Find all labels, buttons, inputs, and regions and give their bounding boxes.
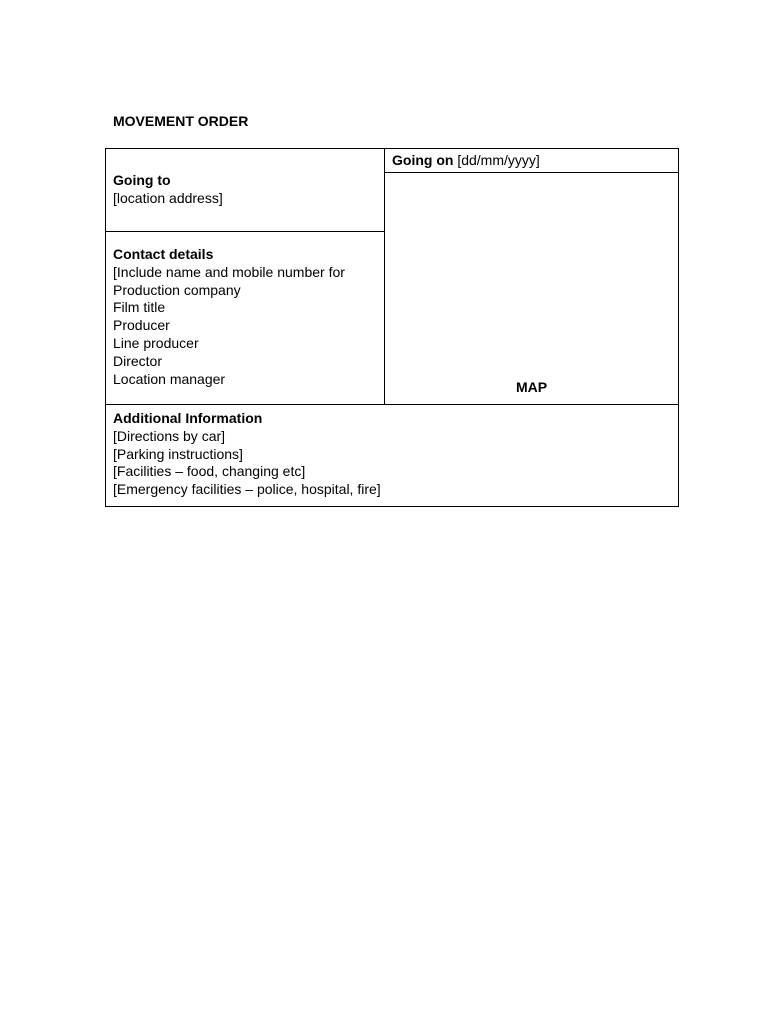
contact-details-content [113,246,345,388]
additional-line-emergency: [Emergency facilities – police, hospital, fire] [113,481,381,498]
contact-line-line-producer: Line producer [113,334,199,351]
going-to-cell [105,148,385,232]
going-on-cell [384,148,679,173]
contact-line-producer: Producer [113,317,170,334]
additional-line-directions: [Directions by car] [113,427,226,444]
map-label: MAP [515,379,548,395]
additional-line-facilities: [Facilities – food, changing etc] [113,463,306,480]
going-to-value: [location address] [113,189,223,206]
contact-line-production-company: Production company [113,281,241,298]
going-to-label: Going to [113,172,171,188]
going-on-value: [dd/mm/yyyy] [457,152,540,168]
contact-line-film-title: Film title [113,299,166,316]
additional-information-cell [105,404,679,507]
additional-line-parking: [Parking instructions] [113,445,243,462]
contact-line-director: Director [113,352,163,369]
map-cell [384,172,679,405]
going-on-content [392,152,540,170]
going-to-content [113,172,223,208]
contact-line-location-manager: Location manager [113,370,226,387]
contact-details-cell [105,231,385,405]
document-title: MOVEMENT ORDER [113,113,249,129]
going-on-label: Going on [392,152,454,168]
additional-information-label: Additional Information [113,410,263,426]
movement-order-table [105,148,679,507]
contact-details-label: Contact details [113,246,214,262]
additional-information-content [113,410,381,499]
contact-line-instruction: [Include name and mobile number for [113,263,345,280]
